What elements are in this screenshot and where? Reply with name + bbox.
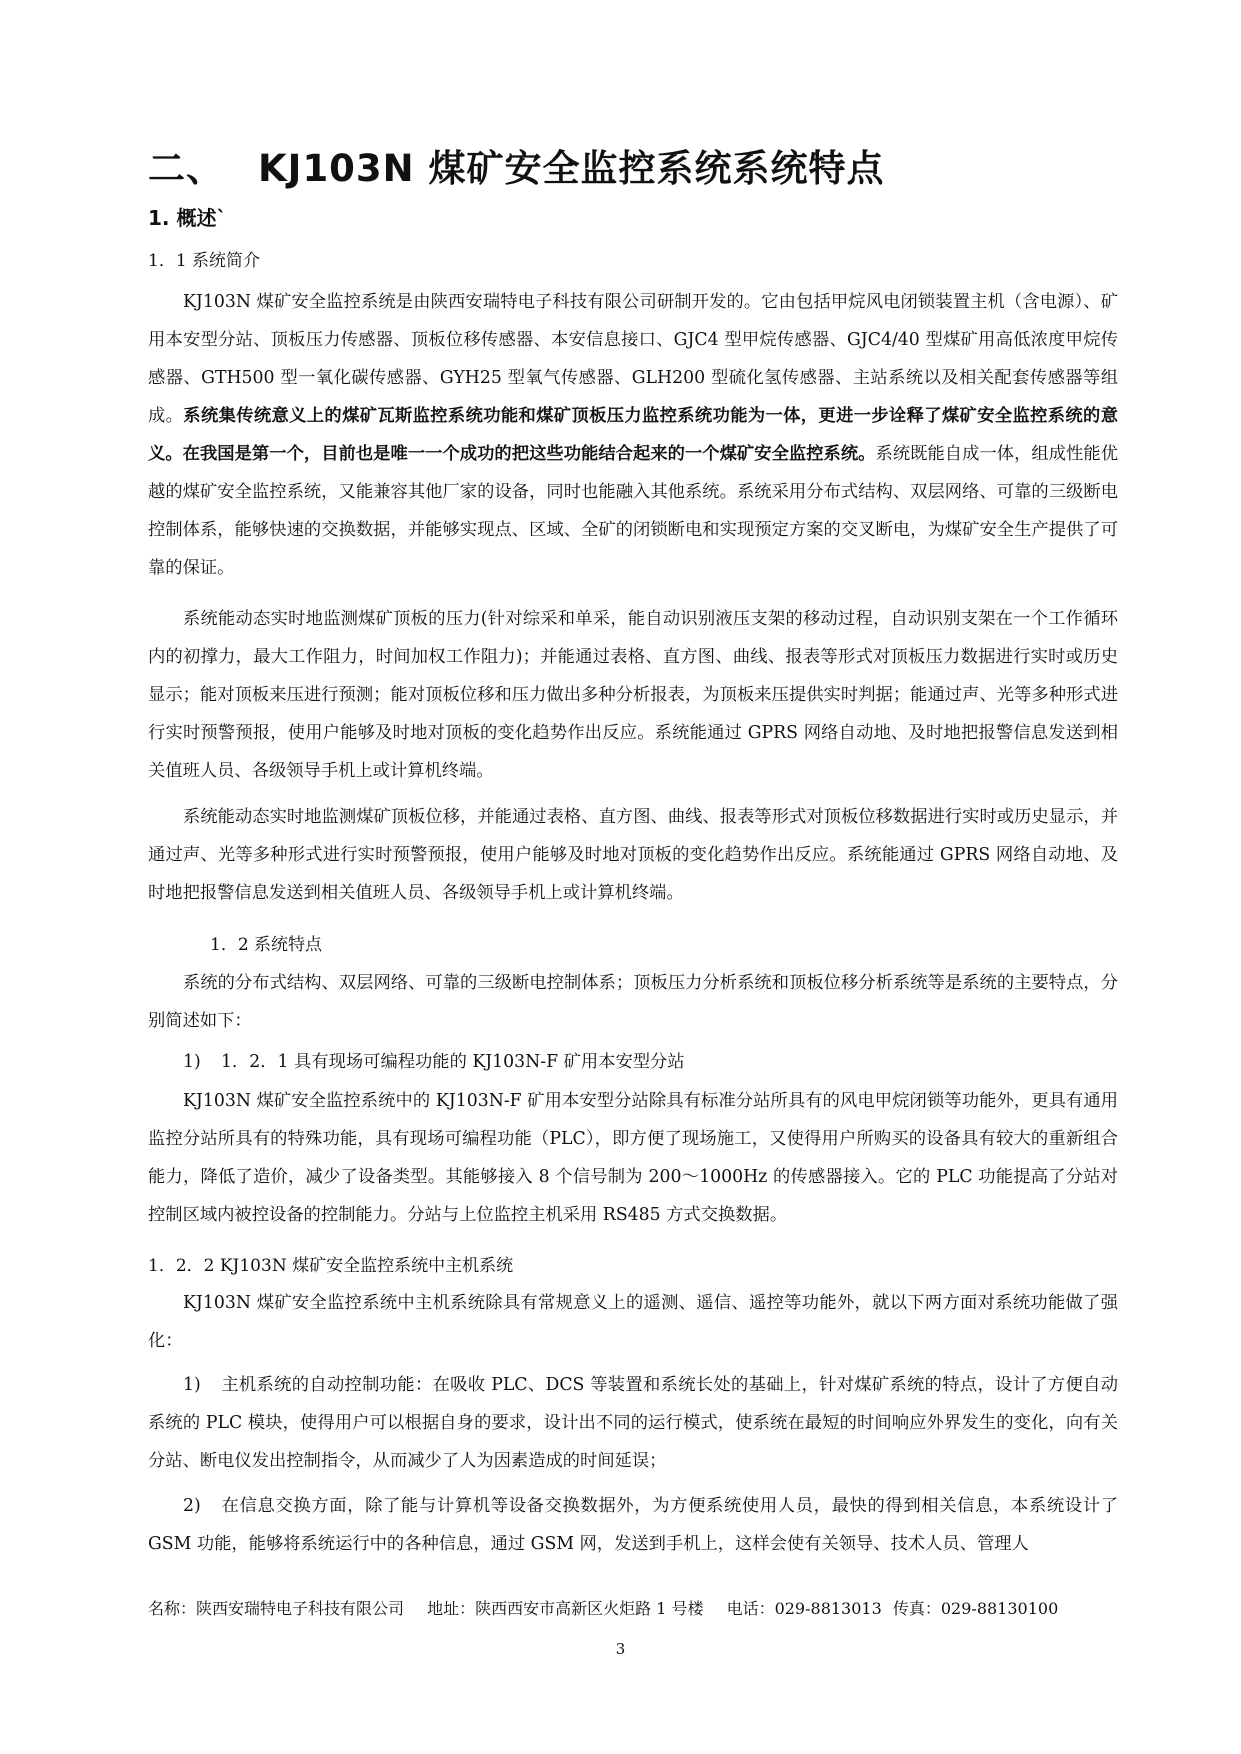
list-item-auto-control bbox=[148, 1366, 1118, 1480]
paragraph-roof-displacement: 系统能动态实时地监测煤矿顶板位移，并能通过表格、直方图、曲线、报表等形式对顶板位移数据进行实时或历史显示，并通过声、光等多种形式进行实时预警预报，使用户能够及时地对顶板的变化趋势作出反应。系统能通过 GPRS 网络自动地、及时地把报警信息发送到相关值班人员、各级领导手机上或计算机终端。 bbox=[148, 807, 1118, 903]
paragraph-text: KJ103N 煤矿安全监控系统是由陕西安瑞特电子科技有限公司研制开发的。它由包括甲烷风电闭锁装置主机（含电源）、矿用本安型分站、顶板压力传感器、顶板位移传感器、本安信息接口、GJC4 型甲烷传感器、GJC4/40 型煤矿用高低浓度甲烷传感器、GTH500 型一氧化碳传感器、GYH25 型氧气传感器、GLH200 型硫化氢传感器、主站系统以及相关配套传感器等组成。 bbox=[148, 292, 1118, 426]
chapter-title: KJ103N 煤矿安全监控系统系统特点 bbox=[258, 147, 885, 190]
footer-address: 地址：陕西西安市高新区火炬路 1 号楼 bbox=[427, 1599, 704, 1618]
list-item-info-exchange bbox=[148, 1487, 1118, 1563]
subsection-heading-host-system: 1．2．2 KJ103N 煤矿安全监控系统中主机系统 bbox=[148, 1256, 514, 1276]
footer-fax: 传真：029-88130100 bbox=[892, 1599, 1059, 1618]
paragraph-bold-text: 系统集传统意义上的煤矿瓦斯监控系统功能和煤矿顶板压力监控系统功能为一体，更进一步诠释了煤矿安全监控系统的意义。在我国是第一个，目前也是唯一一个成功的把这些功能结合起来的一个煤矿安全监控系统。 bbox=[148, 406, 1118, 464]
paragraph-substation: KJ103N 煤矿安全监控系统中的 KJ103N-F 矿用本安型分站除具有标准分站所具有的风电甲烷闭锁等功能外，更具有通用监控分站所具有的特殊功能，具有现场可编程功能（PLC），即方便了现场施工，又使得用户所购买的设备具有较大的重新组合能力，降低了造价，减少了设备类型。其能够接入 8 个信号制为 200～1000Hz 的传感器接入。它的 PLC 功能提高了分站对控制区域内被控设备的控制能力。分站与上位监控主机采用 RS485 方式交换数据。 bbox=[148, 1091, 1118, 1225]
list-item-text: 在信息交换方面，除了能与计算机等设备交换数据外，为方便系统使用人员，最快的得到相关信息，本系统设计了 GSM 功能，能够将系统运行中的各种信息，通过 GSM 网，发送到手机上，这样会使有关领导、技术人员、管理人 bbox=[148, 1496, 1118, 1554]
chapter-number: 二、 bbox=[148, 147, 224, 190]
footer-company-name: 名称：陕西安瑞特电子科技有限公司 bbox=[148, 1599, 405, 1618]
list-marker: 2) bbox=[183, 1496, 201, 1516]
page-footer bbox=[148, 1596, 1148, 1619]
subsection-heading-system-intro: 1．1 系统简介 bbox=[148, 251, 261, 271]
footer-phone: 电话：029-8813013 bbox=[726, 1599, 882, 1618]
page-number: 3 bbox=[615, 1640, 626, 1658]
list-item-substation-heading bbox=[148, 1043, 1118, 1081]
chapter-heading bbox=[148, 138, 1148, 192]
paragraph-features-summary: 系统的分布式结构、双层网络、可靠的三级断电控制体系；顶板压力分析系统和顶板位移分析系统等是系统的主要特点，分别简述如下： bbox=[148, 973, 1118, 1031]
paragraph-text: 系统既能自成一体，组成性能优越的煤矿安全监控系统，又能兼容其他厂家的设备，同时也能融入其他系统。系统采用分布式结构、双层网络、可靠的三级断电控制体系，能够快速的交换数据，并能够实现点、区域、全矿的闭锁断电和实现预定方案的交叉断电，为煤矿安全生产提供了可靠的保证。 bbox=[148, 444, 1118, 578]
paragraph-roof-pressure: 系统能动态实时地监测煤矿顶板的压力(针对综采和单采，能自动识别液压支架的移动过程，自动识别支架在一个工作循环内的初撑力，最大工作阻力，时间加权工作阻力)；并能通过表格、直方图、曲线、报表等形式对顶板压力数据进行实时或历史显示；能对顶板来压进行预测；能对顶板位移和压力做出多种分析报表，为顶板来压提供实时判据；能通过声、光等多种形式进行实时预警预报，使用户能够及时地对顶板的变化趋势作出反应。系统能通过 GPRS 网络自动地、及时地把报警信息发送到相关值班人员、各级领导手机上或计算机终端。 bbox=[148, 609, 1118, 781]
paragraph-system-intro bbox=[148, 283, 1118, 587]
list-marker: 1) bbox=[183, 1375, 201, 1395]
list-item-text: 1．2．1 具有现场可编程功能的 KJ103N-F 矿用本安型分站 bbox=[221, 1052, 685, 1072]
list-marker: 1) bbox=[183, 1052, 201, 1072]
paragraph-host-system: KJ103N 煤矿安全监控系统中主机系统除具有常规意义上的遥测、遥信、遥控等功能外，就以下两方面对系统功能做了强化： bbox=[148, 1293, 1118, 1351]
list-item-text: 主机系统的自动控制功能：在吸收 PLC、DCS 等装置和系统长处的基础上，针对煤矿系统的特点，设计了方便自动系统的 PLC 模块，使得用户可以根据自身的要求，设计出不同的运行模式，使系统在最短的时间响应外界发生的变化，向有关分站、断电仪发出控制指令，从而减少了人为因素造成的时间延误； bbox=[148, 1375, 1118, 1471]
subsection-heading-system-features: 1．2 系统特点 bbox=[210, 935, 323, 955]
section-heading-overview: 1. 概述` bbox=[148, 206, 227, 230]
